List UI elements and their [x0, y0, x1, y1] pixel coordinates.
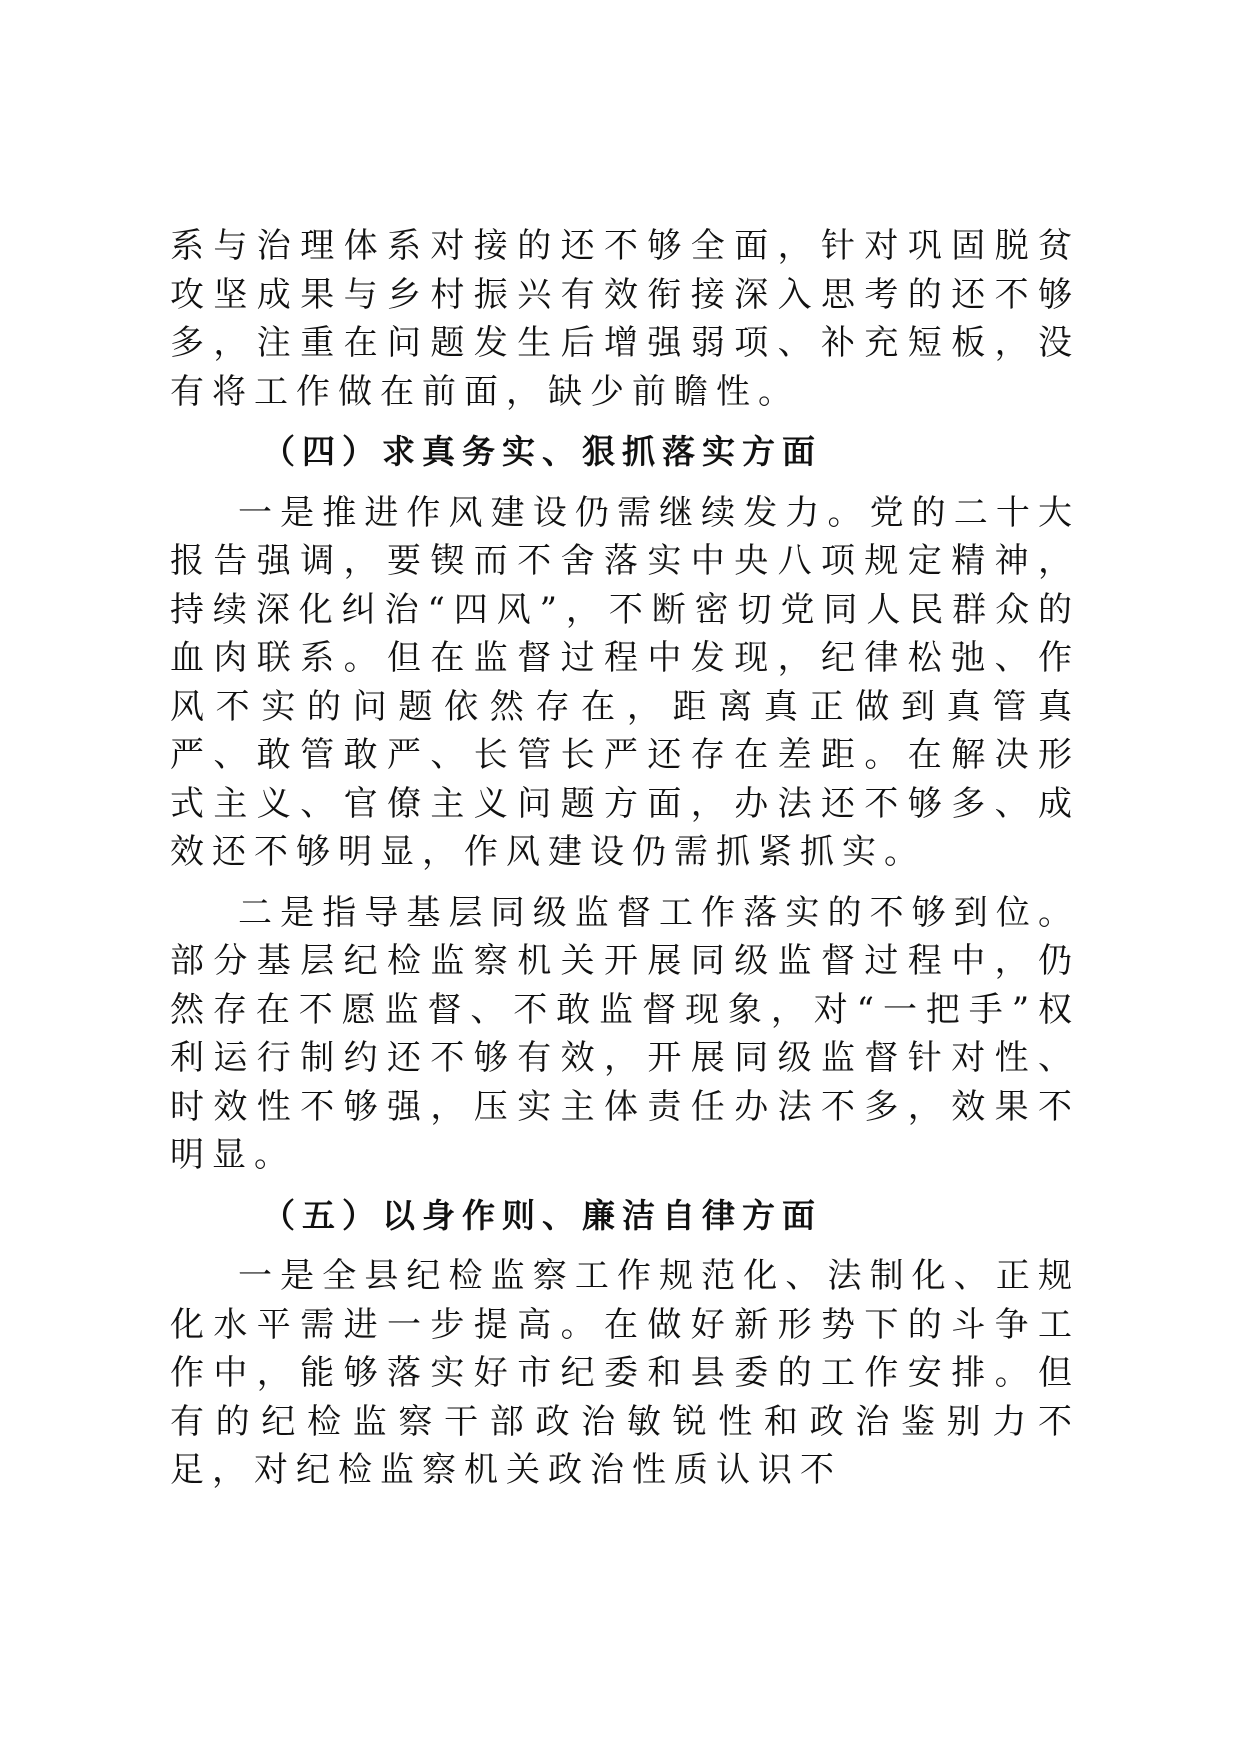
- paragraph-standardization: 一是全县纪检监察工作规范化、法制化、正规化水平需进一步提高。在做好新形势下的斗争工作中，能够落实好市纪委和县委的工作安排。但有的纪检监察干部政治敏锐性和政治鉴别力不足，对纪检监察机关政治性质认识不: [170, 1256, 1080, 1490]
- section-heading-four: （四）求真务实、狠抓落实方面: [262, 432, 822, 471]
- paragraph-style-building: 一是推进作风建设仍需继续发力。党的二十大报告强调，要锲而不舍落实中央八项规定精神，持续深化纠治“四风”，不断密切党同人民群众的血肉联系。但在监督过程中发现，纪律松弛、作风不实的问题依然存在，距离真正做到真管真严、敢管敢严、长管长严还存在差距。在解决形式主义、官僚主义问题方面，办法还不够多、成效还不够明显，作风建设仍需抓紧抓实。: [170, 492, 1080, 872]
- paragraph-continuation: 系与治理体系对接的还不够全面，针对巩固脱贫攻坚成果与乡村振兴有效衔接深入思考的还不够多，注重在问题发生后增强弱项、补充短板，没有将工作做在前面，缺少前瞻性。: [170, 226, 1080, 412]
- section-heading-five: （五）以身作则、廉洁自律方面: [262, 1195, 822, 1235]
- paragraph-grassroots-supervision: 二是指导基层同级监督工作落实的不够到位。部分基层纪检监察机关开展同级监督过程中，仍然存在不愿监督、不敢监督现象，对“一把手”权利运行制约还不够有效，开展同级监督针对性、时效性不够强，压实主体责任办法不多，效果不明显。: [170, 892, 1080, 1175]
- document-page: [170, 222, 1080, 1495]
